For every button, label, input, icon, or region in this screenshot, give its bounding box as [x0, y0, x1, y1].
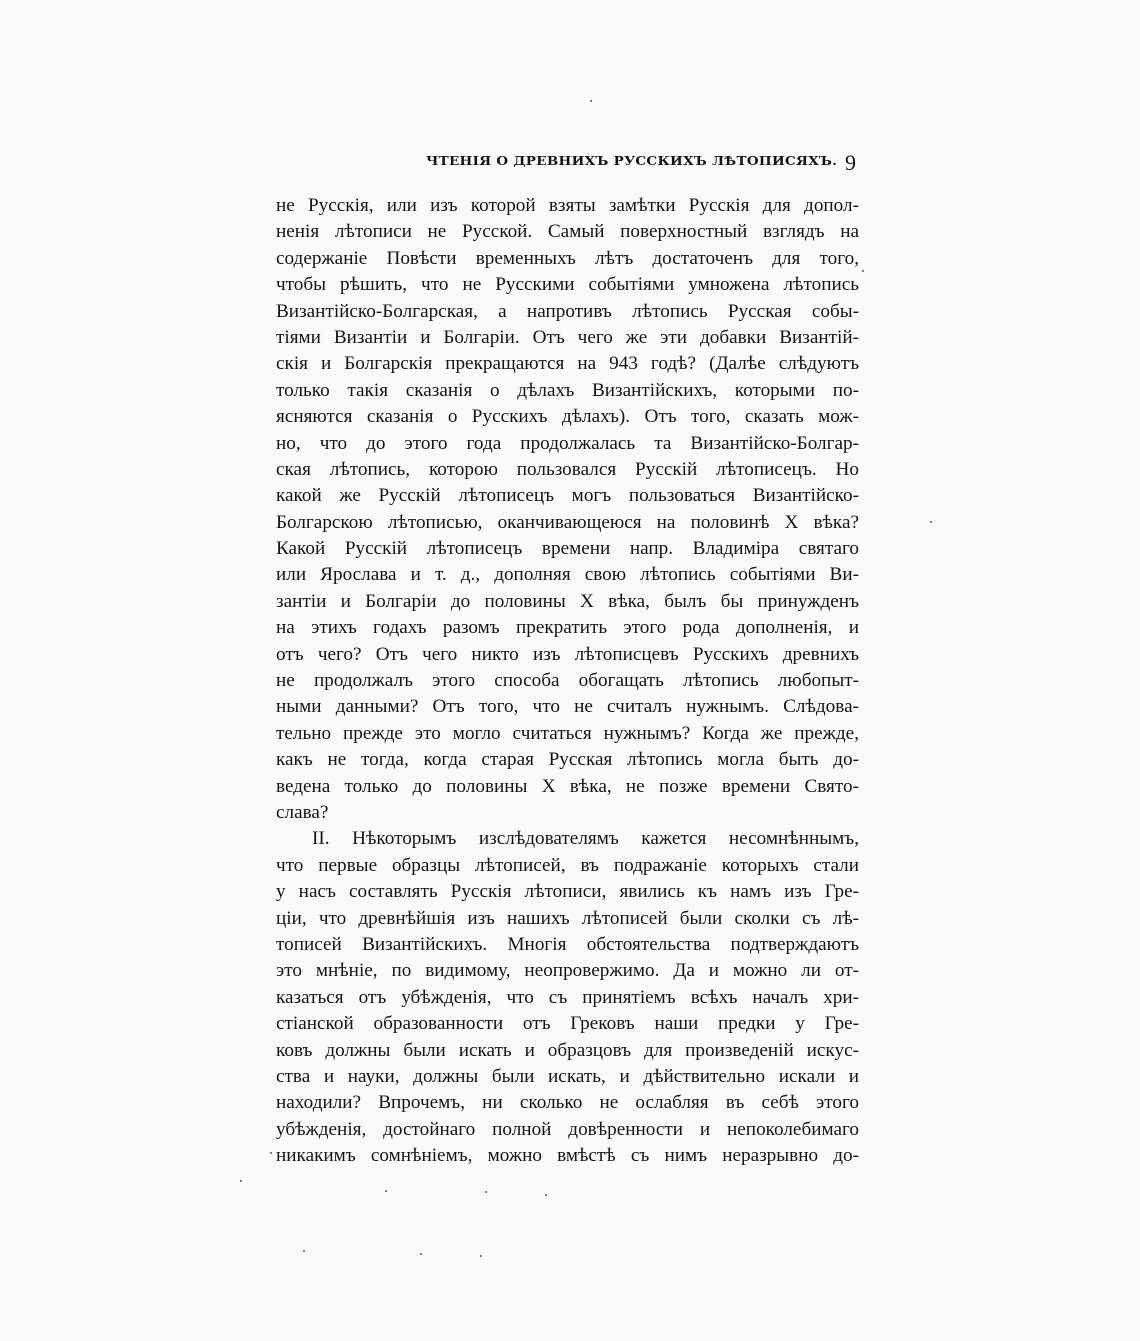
text-line: что первые образцы лѣтописей, въ подражаніе которыхъ стали — [276, 854, 859, 876]
text-line: у насъ составлять Русскія лѣтописи, явились къ намъ изъ Гре- — [276, 881, 859, 903]
paragraph-end-line: слава? — [276, 801, 329, 823]
text-line: ведена только до половины X вѣка, не позже времени Свято- — [276, 775, 859, 797]
text-line: тописей Византійскихъ. Многія обстоятельства подтверждаютъ — [276, 933, 859, 955]
text-line: или Ярослава и т. д., дополняя свою лѣтопись событіями Ви- — [276, 564, 859, 586]
running-title: ЧТЕНІЯ О ДРЕВНИХЪ РУССКИХЪ ЛѢТОПИСЯХЪ. — [426, 154, 838, 169]
text-line: но, что до этого года продолжалась та Византійско-Болгар- — [276, 432, 859, 454]
text-line: ненія лѣтописи не Русской. Самый поверхностный взглядъ на — [276, 221, 859, 243]
text-line: только такія сказанія о дѣлахъ Византійскихъ, которыми по- — [276, 379, 859, 401]
scan-speck — [385, 1190, 387, 1192]
text-line: скія и Болгарскія прекращаются на 943 годѣ? (Далѣе слѣдуютъ — [276, 353, 859, 375]
scan-speck — [270, 1152, 272, 1154]
text-line: это мнѣніе, по видимому, неопровержимо. Да и можно ли от- — [276, 960, 859, 982]
text-line: стіанской образованности отъ Грековъ наши предки у Гре- — [276, 1013, 859, 1035]
text-line: какъ не тогда, когда старая Русская лѣтопись могла быть до- — [276, 749, 859, 771]
text-line: казаться отъ убѣжденія, что съ принятіемъ всѣхъ началъ хри- — [276, 986, 859, 1008]
text-line: ская лѣтопись, которою пользовался Русскій лѣтописецъ. Но — [276, 458, 859, 480]
text-line: зантіи и Болгаріи до половины X вѣка, былъ бы принужденъ — [276, 590, 859, 612]
text-line: Какой Русскій лѣтописецъ времени напр. Владиміра святаго — [276, 538, 859, 560]
scan-speck — [590, 100, 592, 102]
text-line: ными данными? Отъ того, что не считалъ нужнымъ. Слѣдова- — [276, 696, 859, 718]
text-line: ціи, что древнѣйшія изъ нашихъ лѣтописей были сколки съ лѣ- — [276, 907, 859, 929]
text-line: тельно прежде это могло считаться нужнымъ? Когда же прежде, — [276, 722, 859, 744]
text-line: тіями Византіи и Болгаріи. Отъ чего же эти добавки Византій- — [276, 326, 859, 348]
text-line: не продолжалъ этого способа обогащать лѣтопись любопыт- — [276, 670, 859, 692]
text-line: ясняются сказанія о Русскихъ дѣлахъ). Отъ того, сказать мож- — [276, 406, 859, 428]
page-number: 9 — [845, 150, 856, 175]
paragraph-start-line: II. Нѣкоторымъ изслѣдователямъ кажется несомнѣннымъ, — [312, 828, 859, 850]
scan-speck — [930, 521, 932, 523]
scan-speck — [240, 1180, 242, 1182]
scan-speck — [480, 1255, 482, 1257]
scan-speck — [485, 1191, 487, 1193]
text-line: на этихъ годахъ разомъ прекратить этого рода дополненія, и — [276, 617, 859, 639]
text-line: отъ чего? Отъ чего никто изъ лѣтописцевъ Русскихъ древнихъ — [276, 643, 859, 665]
text-line: находили? Впрочемъ, ни сколько не ослабляя въ себѣ этого — [276, 1092, 859, 1114]
text-line: какой же Русскій лѣтописецъ могъ пользоваться Византійско- — [276, 485, 859, 507]
scan-speck — [862, 270, 864, 272]
running-head — [276, 150, 858, 176]
text-line: никакимъ сомнѣніемъ, можно вмѣстѣ съ нимъ неразрывно до- — [276, 1145, 859, 1167]
text-line: ства и науки, должны были искать, и дѣйствительно искали и — [276, 1065, 859, 1087]
text-line: Византійско-Болгарская, а напротивъ лѣтопись Русская собы- — [276, 300, 859, 322]
scan-speck — [303, 1250, 305, 1252]
text-line: содержаніе Повѣсти временныхъ лѣтъ достаточенъ для того, — [276, 247, 859, 269]
text-line: убѣжденія, достойнаго полной довѣренности и непоколебимаго — [276, 1118, 859, 1140]
text-line: чтобы рѣшить, что не Русскими событіями умножена лѣтопись — [276, 274, 859, 296]
scan-speck — [545, 1194, 547, 1196]
text-line: ковъ должны были искать и образцовъ для произведеній искус- — [276, 1039, 859, 1061]
scan-speck — [420, 1253, 422, 1255]
text-line: Болгарскою лѣтописью, оканчивающеюся на половинѣ X вѣка? — [276, 511, 859, 533]
text-line: не Русскія, или изъ которой взяты замѣтки Русскія для допол- — [276, 195, 859, 216]
body-text — [276, 193, 859, 1169]
